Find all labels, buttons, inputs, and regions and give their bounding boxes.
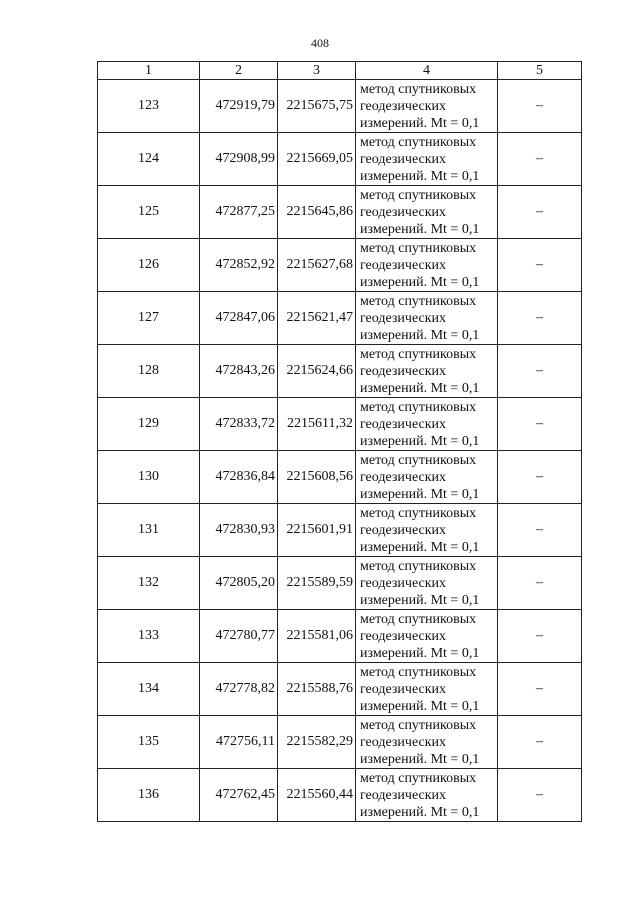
table-header-row (98, 62, 582, 80)
y-coordinate-cell: 2215645,86 (278, 186, 356, 239)
x-coordinate-cell: 472847,06 (200, 292, 278, 345)
method-cell (356, 398, 498, 451)
method-cell (356, 769, 498, 822)
point-number-cell: 126 (98, 239, 200, 292)
table-row (98, 504, 582, 557)
column-5-cell: – (498, 239, 582, 292)
method-line: геодезических (360, 734, 447, 750)
method-line: геодезических (360, 628, 447, 644)
column-5-cell: – (498, 186, 582, 239)
column-5-cell: – (498, 133, 582, 186)
y-coordinate-cell: 2215601,91 (278, 504, 356, 557)
column-header-1: 1 (98, 62, 200, 80)
table-row (98, 610, 582, 663)
method-cell (356, 504, 498, 557)
table-row (98, 239, 582, 292)
table-row (98, 133, 582, 186)
point-number-cell: 132 (98, 557, 200, 610)
method-cell (356, 716, 498, 769)
method-line: геодезических (360, 98, 447, 114)
column-header-3: 3 (278, 62, 356, 80)
x-coordinate-cell: 472780,77 (200, 610, 278, 663)
method-line: измерений. Mt = 0,1 (360, 486, 480, 502)
method-cell (356, 239, 498, 292)
y-coordinate-cell: 2215589,59 (278, 557, 356, 610)
method-line: метод спутниковых (360, 187, 477, 203)
x-coordinate-cell: 472762,45 (200, 769, 278, 822)
method-line: измерений. Mt = 0,1 (360, 592, 480, 608)
column-5-cell: – (498, 557, 582, 610)
method-line: геодезических (360, 522, 447, 538)
y-coordinate-cell: 2215624,66 (278, 345, 356, 398)
method-line: измерений. Mt = 0,1 (360, 698, 480, 714)
method-line: метод спутниковых (360, 452, 477, 468)
y-coordinate-cell: 2215669,05 (278, 133, 356, 186)
column-5-cell: – (498, 451, 582, 504)
column-5-cell: – (498, 716, 582, 769)
method-line: метод спутниковых (360, 293, 477, 309)
method-line: измерений. Mt = 0,1 (360, 433, 480, 449)
y-coordinate-cell: 2215560,44 (278, 769, 356, 822)
method-line: метод спутниковых (360, 717, 477, 733)
x-coordinate-cell: 472919,79 (200, 80, 278, 133)
column-5-cell: – (498, 504, 582, 557)
method-line: метод спутниковых (360, 240, 477, 256)
column-5-cell: – (498, 345, 582, 398)
column-5-cell: – (498, 610, 582, 663)
table-row (98, 186, 582, 239)
column-header-5: 5 (498, 62, 582, 80)
method-line: геодезических (360, 787, 447, 803)
method-cell (356, 186, 498, 239)
method-line: геодезических (360, 363, 447, 379)
y-coordinate-cell: 2215621,47 (278, 292, 356, 345)
method-line: геодезических (360, 681, 447, 697)
y-coordinate-cell: 2215611,32 (278, 398, 356, 451)
point-number-cell: 135 (98, 716, 200, 769)
method-cell (356, 133, 498, 186)
column-5-cell: – (498, 292, 582, 345)
method-cell (356, 663, 498, 716)
x-coordinate-cell: 472877,25 (200, 186, 278, 239)
column-header-2: 2 (200, 62, 278, 80)
method-line: измерений. Mt = 0,1 (360, 645, 480, 661)
x-coordinate-cell: 472908,99 (200, 133, 278, 186)
method-line: метод спутниковых (360, 558, 477, 574)
table-row (98, 398, 582, 451)
method-line: измерений. Mt = 0,1 (360, 751, 480, 767)
point-number-cell: 123 (98, 80, 200, 133)
method-line: геодезических (360, 151, 447, 167)
method-line: метод спутниковых (360, 611, 477, 627)
method-cell (356, 557, 498, 610)
point-number-cell: 128 (98, 345, 200, 398)
method-line: измерений. Mt = 0,1 (360, 115, 480, 131)
method-line: измерений. Mt = 0,1 (360, 380, 480, 396)
method-line: измерений. Mt = 0,1 (360, 539, 480, 555)
method-line: метод спутниковых (360, 505, 477, 521)
x-coordinate-cell: 472836,84 (200, 451, 278, 504)
method-line: измерений. Mt = 0,1 (360, 804, 480, 820)
y-coordinate-cell: 2215588,76 (278, 663, 356, 716)
table-row (98, 292, 582, 345)
x-coordinate-cell: 472843,26 (200, 345, 278, 398)
method-line: метод спутниковых (360, 770, 477, 786)
coordinates-table (97, 61, 582, 822)
table-row (98, 451, 582, 504)
table-body (98, 80, 582, 822)
y-coordinate-cell: 2215582,29 (278, 716, 356, 769)
y-coordinate-cell: 2215627,68 (278, 239, 356, 292)
method-line: геодезических (360, 416, 447, 432)
point-number-cell: 131 (98, 504, 200, 557)
method-cell (356, 292, 498, 345)
method-line: геодезических (360, 257, 447, 273)
point-number-cell: 130 (98, 451, 200, 504)
point-number-cell: 133 (98, 610, 200, 663)
x-coordinate-cell: 472778,82 (200, 663, 278, 716)
point-number-cell: 134 (98, 663, 200, 716)
page-number: 408 (311, 36, 329, 50)
x-coordinate-cell: 472833,72 (200, 398, 278, 451)
table-row (98, 769, 582, 822)
method-line: метод спутниковых (360, 664, 477, 680)
x-coordinate-cell: 472852,92 (200, 239, 278, 292)
point-number-cell: 136 (98, 769, 200, 822)
method-line: геодезических (360, 575, 447, 591)
table-row (98, 345, 582, 398)
table-row (98, 663, 582, 716)
y-coordinate-cell: 2215608,56 (278, 451, 356, 504)
column-5-cell: – (498, 398, 582, 451)
method-line: измерений. Mt = 0,1 (360, 327, 480, 343)
y-coordinate-cell: 2215581,06 (278, 610, 356, 663)
method-line: метод спутниковых (360, 134, 477, 150)
column-5-cell: – (498, 769, 582, 822)
method-cell (356, 345, 498, 398)
method-line: измерений. Mt = 0,1 (360, 221, 480, 237)
method-cell (356, 80, 498, 133)
method-line: измерений. Mt = 0,1 (360, 274, 480, 290)
method-cell (356, 451, 498, 504)
column-header-4: 4 (356, 62, 498, 80)
point-number-cell: 127 (98, 292, 200, 345)
x-coordinate-cell: 472830,93 (200, 504, 278, 557)
method-line: измерений. Mt = 0,1 (360, 168, 480, 184)
column-5-cell: – (498, 80, 582, 133)
method-cell (356, 610, 498, 663)
y-coordinate-cell: 2215675,75 (278, 80, 356, 133)
method-line: геодезических (360, 310, 447, 326)
column-5-cell: – (498, 663, 582, 716)
table-row (98, 557, 582, 610)
method-line: геодезических (360, 204, 447, 220)
method-line: метод спутниковых (360, 346, 477, 362)
point-number-cell: 125 (98, 186, 200, 239)
table-row (98, 716, 582, 769)
point-number-cell: 129 (98, 398, 200, 451)
method-line: метод спутниковых (360, 81, 477, 97)
x-coordinate-cell: 472805,20 (200, 557, 278, 610)
point-number-cell: 124 (98, 133, 200, 186)
method-line: метод спутниковых (360, 399, 477, 415)
x-coordinate-cell: 472756,11 (200, 716, 278, 769)
method-line: геодезических (360, 469, 447, 485)
table-row (98, 80, 582, 133)
